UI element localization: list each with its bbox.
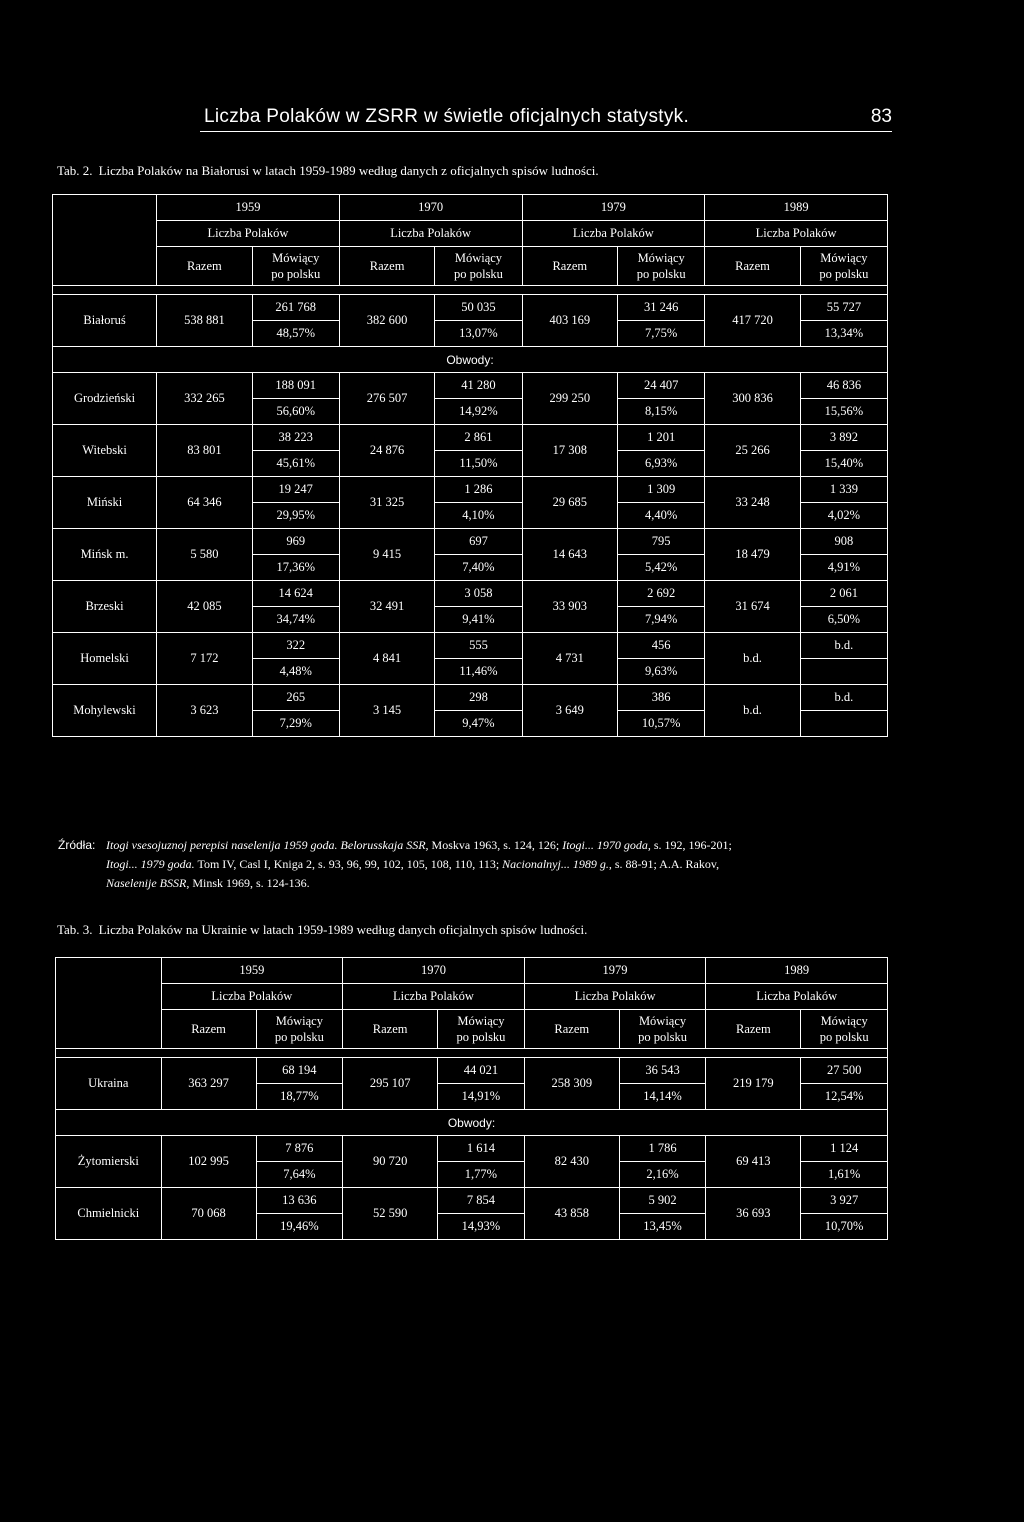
col-razem: Razem [339,247,435,286]
table-row [56,1058,888,1084]
year-cell: 1979 [522,195,705,221]
col-razem: Razem [706,1010,801,1049]
col-mowiacy-line1: Mówiący [457,1014,505,1028]
table-row [53,685,888,711]
speakers-percent [800,711,887,737]
speakers-percent: 11,50% [435,451,522,477]
tab2-caption [57,163,599,179]
total-value: 295 107 [343,1058,438,1110]
speakers-count: 41 280 [435,373,522,399]
speakers-percent: 4,40% [618,503,705,529]
col-mowiacy-line1: Mówiący [820,1014,868,1028]
total-value: 17 308 [522,425,618,477]
speakers-count: 298 [435,685,522,711]
table-row [53,295,888,321]
speakers-percent: 9,47% [435,711,522,737]
col-mowiacy-line2: po polsku [819,1030,869,1044]
table-row [53,373,888,399]
col-mowiacy-line2: po polsku [638,1030,688,1044]
total-value: 90 720 [343,1136,438,1188]
speakers-percent: 14,91% [438,1084,525,1110]
speakers-count: 265 [252,685,339,711]
total-value: 33 903 [522,581,618,633]
running-title: Liczba Polaków w ZSRR w świetle oficjalnych statystyk. [204,106,690,127]
speakers-percent: 9,63% [618,659,705,685]
total-value: 4 731 [522,633,618,685]
speakers-count: b.d. [800,685,887,711]
tab3-label: Tab. 3. [57,922,93,937]
total-value: 300 836 [705,373,801,425]
src-text: s. 192, 196-201; [650,838,732,852]
row-name: Ukraina [56,1058,162,1110]
total-value: 14 643 [522,529,618,581]
speakers-percent: 2,16% [619,1162,706,1188]
col-mowiacy [435,247,522,286]
col-mowiacy-line1: Mówiący [275,1014,323,1028]
total-value: 332 265 [157,373,253,425]
speakers-percent: 13,34% [800,321,887,347]
total-value: 9 415 [339,529,435,581]
year-header-row [56,958,888,984]
speakers-percent: 6,93% [618,451,705,477]
col-razem: Razem [157,247,253,286]
src-italic: Itogi vsesojuznoj perepisi naselenija 1959 goda. Belorusskaja SSR, [106,838,429,852]
page-number: 83 [870,106,892,127]
header-rule [200,131,892,132]
col-mowiacy [801,1010,888,1049]
speakers-percent: 13,45% [619,1214,706,1240]
speakers-count: 795 [618,529,705,555]
speakers-count: 44 021 [438,1058,525,1084]
total-value: 102 995 [161,1136,256,1188]
total-value: 25 266 [705,425,801,477]
col-mowiacy-line2: po polsku [274,1030,324,1044]
col-mowiacy-line1: Mówiący [820,251,868,265]
col-mowiacy [619,1010,706,1049]
col-razem: Razem [161,1010,256,1049]
group-header-row [53,221,888,247]
speakers-count: 1 339 [800,477,887,503]
total-value: 4 841 [339,633,435,685]
speakers-count: 1 614 [438,1136,525,1162]
col-mowiacy-line2: po polsku [271,267,321,281]
total-value: 299 250 [522,373,618,425]
row-name: Chmielnicki [56,1188,162,1240]
total-value: 18 479 [705,529,801,581]
speakers-count: 36 543 [619,1058,706,1084]
total-value: 36 693 [706,1188,801,1240]
row-name: Mińsk m. [53,529,157,581]
speakers-percent: 11,46% [435,659,522,685]
speakers-percent: 4,02% [800,503,887,529]
speakers-percent: 4,91% [800,555,887,581]
speakers-count: 969 [252,529,339,555]
speakers-count: 7 876 [256,1136,343,1162]
total-value: 70 068 [161,1188,256,1240]
group-header-row [56,984,888,1010]
speakers-percent: 7,75% [618,321,705,347]
src-text: Moskva 1963, s. 124, 126; [428,838,563,852]
col-mowiacy-line1: Mówiący [638,1014,687,1028]
speakers-percent: 45,61% [252,451,339,477]
speakers-percent: 7,40% [435,555,522,581]
speakers-count: 3 058 [435,581,522,607]
speakers-count: 2 861 [435,425,522,451]
speakers-count: 5 902 [619,1188,706,1214]
tab2-label: Tab. 2. [57,163,93,178]
speakers-percent: 19,46% [256,1214,343,1240]
col-mowiacy [256,1010,343,1049]
total-value: 31 674 [705,581,801,633]
table-row [53,633,888,659]
speakers-percent: 13,07% [435,321,522,347]
speakers-count: 14 624 [252,581,339,607]
speakers-percent: 10,70% [801,1214,888,1240]
total-value: 24 876 [339,425,435,477]
total-value: 276 507 [339,373,435,425]
total-value: 83 801 [157,425,253,477]
total-value: 31 325 [339,477,435,529]
group-label-cell: Liczba Polaków [705,221,888,247]
total-value: 3 145 [339,685,435,737]
speakers-percent: 56,60% [252,399,339,425]
speakers-percent: 29,95% [252,503,339,529]
total-value: 42 085 [157,581,253,633]
total-value: 3 649 [522,685,618,737]
row-name: Białoruś [53,295,157,347]
group-label-cell: Liczba Polaków [161,984,343,1010]
speakers-percent [800,659,887,685]
total-value: 382 600 [339,295,435,347]
total-value: b.d. [705,685,801,737]
speakers-percent: 6,50% [800,607,887,633]
speakers-count: 19 247 [252,477,339,503]
src-text: Tom IV, Casl I, Kniga 2, s. 93, 96, 99, 102, 105, 108, 110, 113; [194,857,503,871]
col-mowiacy-line1: Mówiący [454,251,503,265]
group-label-cell: Liczba Polaków [522,221,705,247]
group-label-cell: Liczba Polaków [157,221,340,247]
speakers-percent: 15,56% [800,399,887,425]
speakers-percent: 10,57% [618,711,705,737]
total-value: 538 881 [157,295,253,347]
speakers-percent: 12,54% [801,1084,888,1110]
src-text: , s. 88-91; A.A. Rakov, [608,857,720,871]
speakers-count: 1 201 [618,425,705,451]
table-row [53,477,888,503]
total-value: 258 309 [524,1058,619,1110]
total-value: 219 179 [706,1058,801,1110]
sources-line-2 [106,855,906,874]
row-name: Homelski [53,633,157,685]
table-row [56,1136,888,1162]
row-name: Brzeski [53,581,157,633]
table-belarus [52,194,888,737]
speakers-percent: 7,94% [618,607,705,633]
total-value: 29 685 [522,477,618,529]
gap-cell [53,286,888,295]
speakers-count: 188 091 [252,373,339,399]
table-row [53,529,888,555]
total-value: b.d. [705,633,801,685]
obwody-row [56,1110,888,1136]
row-name: Miński [53,477,157,529]
speakers-count: 2 061 [800,581,887,607]
src-italic: Itogi... 1979 goda. [106,857,195,871]
speakers-count: 50 035 [435,295,522,321]
total-value: 82 430 [524,1136,619,1188]
group-label-cell: Liczba Polaków [343,984,525,1010]
speakers-percent: 15,40% [800,451,887,477]
sources-label: Źródła: [58,838,96,852]
speakers-count: 55 727 [800,295,887,321]
table-row [56,1188,888,1214]
speakers-percent: 48,57% [252,321,339,347]
sources-line-1 [106,836,906,855]
speakers-percent: 14,93% [438,1214,525,1240]
obwody-label: Obwody: [56,1110,888,1136]
speakers-count: 68 194 [256,1058,343,1084]
speakers-count: 27 500 [801,1058,888,1084]
speakers-percent: 4,48% [252,659,339,685]
src-text: Minsk 1969, s. 124-136. [189,876,310,890]
total-value: 417 720 [705,295,801,347]
row-name: Żytomierski [56,1136,162,1188]
sources-note [58,836,906,893]
speakers-percent: 14,14% [619,1084,706,1110]
speakers-count: b.d. [800,633,887,659]
speakers-count: 1 309 [618,477,705,503]
speakers-count: 908 [800,529,887,555]
speakers-count: 555 [435,633,522,659]
col-mowiacy-line1: Mówiący [272,251,320,265]
total-value: 3 623 [157,685,253,737]
col-mowiacy-line2: po polsku [636,267,686,281]
tab3-caption [57,922,587,938]
col-mowiacy-line2: po polsku [819,267,869,281]
speakers-percent: 14,92% [435,399,522,425]
speakers-count: 697 [435,529,522,555]
speakers-count: 46 836 [800,373,887,399]
corner-cell [56,958,162,1049]
speakers-count: 2 692 [618,581,705,607]
col-razem: Razem [705,247,801,286]
corner-cell [53,195,157,286]
total-value: 32 491 [339,581,435,633]
speakers-count: 261 768 [252,295,339,321]
total-value: 52 590 [343,1188,438,1240]
col-razem: Razem [343,1010,438,1049]
total-value: 5 580 [157,529,253,581]
year-cell: 1970 [343,958,525,984]
speakers-count: 1 286 [435,477,522,503]
speakers-percent: 1,77% [438,1162,525,1188]
speakers-percent: 9,41% [435,607,522,633]
speakers-count: 1 786 [619,1136,706,1162]
gap-cell [56,1049,888,1058]
speakers-count: 31 246 [618,295,705,321]
col-razem: Razem [524,1010,619,1049]
col-mowiacy-line1: Mówiący [637,251,685,265]
obwody-row [53,347,888,373]
total-value: 43 858 [524,1188,619,1240]
speakers-percent: 7,64% [256,1162,343,1188]
col-mowiacy [252,247,339,286]
src-italic: Naselenije BSSR, [106,876,190,890]
column-header-row [56,1010,888,1049]
obwody-label: Obwody: [53,347,888,373]
total-value: 7 172 [157,633,253,685]
year-header-row [53,195,888,221]
speakers-percent: 34,74% [252,607,339,633]
speakers-count: 322 [252,633,339,659]
row-name: Mohylewski [53,685,157,737]
year-cell: 1970 [339,195,522,221]
group-label-cell: Liczba Polaków [339,221,522,247]
col-mowiacy-line2: po polsku [456,1030,506,1044]
speakers-percent: 4,10% [435,503,522,529]
speakers-count: 38 223 [252,425,339,451]
column-header-row [53,247,888,286]
col-mowiacy [800,247,887,286]
speakers-count: 386 [618,685,705,711]
speakers-count: 7 854 [438,1188,525,1214]
year-cell: 1989 [705,195,888,221]
speakers-count: 3 892 [800,425,887,451]
total-value: 363 297 [161,1058,256,1110]
col-razem: Razem [522,247,618,286]
col-mowiacy [438,1010,525,1049]
speakers-percent: 5,42% [618,555,705,581]
src-italic: Itogi... 1970 goda, [562,838,651,852]
speakers-count: 1 124 [801,1136,888,1162]
speakers-count: 3 927 [801,1188,888,1214]
speakers-percent: 18,77% [256,1084,343,1110]
table-row [53,581,888,607]
row-name: Grodzieński [53,373,157,425]
table-ukraine [55,957,888,1240]
total-value: 33 248 [705,477,801,529]
speakers-count: 24 407 [618,373,705,399]
group-label-cell: Liczba Polaków [706,984,888,1010]
tab3-caption-text: Liczba Polaków na Ukrainie w latach 1959-1989 według danych oficjalnych spisów ludności. [98,922,588,937]
page-header [200,106,892,130]
speakers-count: 456 [618,633,705,659]
group-label-cell: Liczba Polaków [524,984,706,1010]
src-italic: Nacionalnyj... 1989 g. [502,857,609,871]
sources-line-3 [106,874,906,893]
gap-row [56,1049,888,1058]
col-mowiacy [618,247,705,286]
total-value: 64 346 [157,477,253,529]
year-cell: 1959 [157,195,340,221]
table-row [53,425,888,451]
gap-row [53,286,888,295]
speakers-percent: 7,29% [252,711,339,737]
year-cell: 1959 [161,958,343,984]
speakers-percent: 8,15% [618,399,705,425]
speakers-count: 13 636 [256,1188,343,1214]
year-cell: 1979 [524,958,706,984]
total-value: 403 169 [522,295,618,347]
row-name: Witebski [53,425,157,477]
total-value: 69 413 [706,1136,801,1188]
col-mowiacy-line2: po polsku [453,267,503,281]
tab2-caption-text: Liczba Polaków na Białorusi w latach 1959-1989 według danych z oficjalnych spisów ludności. [98,163,599,178]
speakers-percent: 17,36% [252,555,339,581]
year-cell: 1989 [706,958,888,984]
speakers-percent: 1,61% [801,1162,888,1188]
